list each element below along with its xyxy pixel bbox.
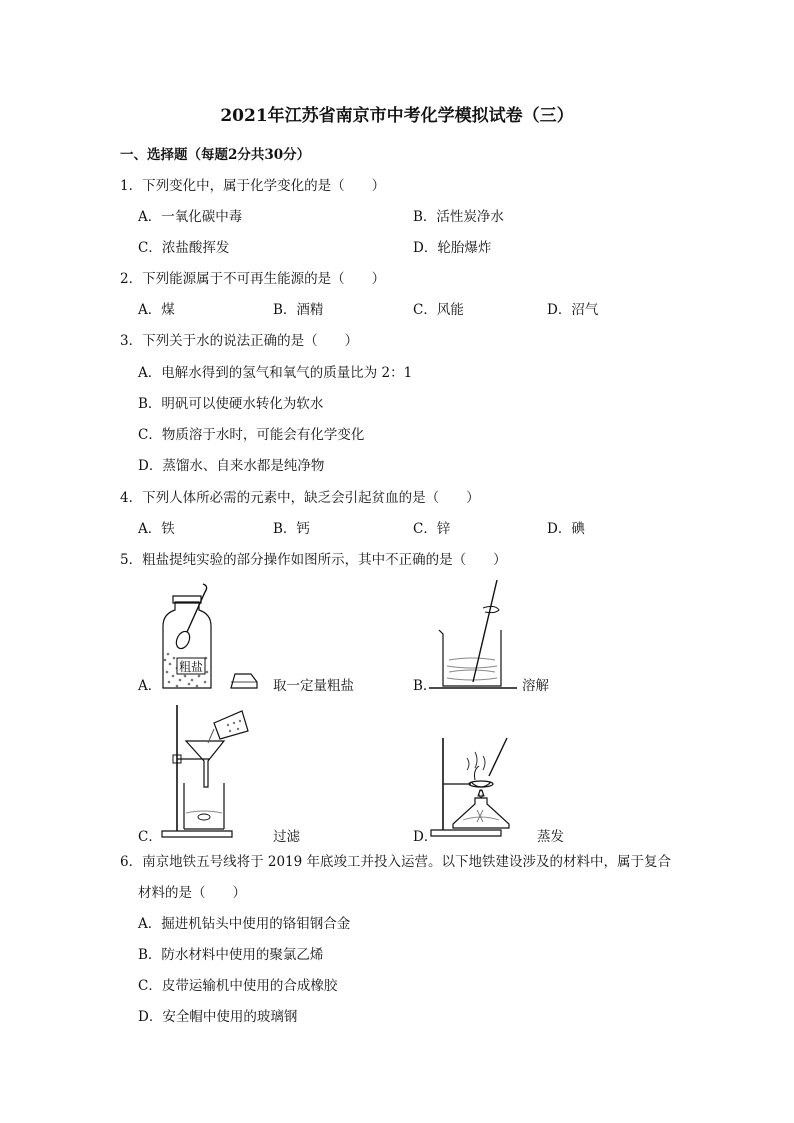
q4-option-a: A．铁 (138, 521, 175, 537)
q2-option-c: C．风能 (413, 302, 464, 318)
q2-stem: 2．下列能源属于不可再生能源的是（ ） (120, 271, 386, 287)
q3-option-b: B．明矾可以使硬水转化为软水 (138, 396, 324, 412)
q5-option-a-caption: 取一定量粗盐 (273, 678, 354, 694)
q4-option-b: B．钙 (273, 521, 310, 537)
q1-option-b: B．活性炭净水 (413, 209, 504, 225)
figure-b-dissolve (425, 578, 525, 693)
q6-option-b: B．防水材料中使用的聚氯乙烯 (138, 947, 324, 963)
q4-option-c: C．锌 (413, 521, 451, 537)
q5-option-c-caption: 过滤 (273, 829, 300, 845)
figure-a-take-salt (155, 582, 275, 694)
q1-option-c: C．浓盐酸挥发 (138, 240, 230, 256)
q5-option-b-caption: 溶解 (522, 678, 549, 694)
q4-option-d: D．碘 (547, 521, 585, 537)
q1-option-d: D．轮胎爆炸 (413, 240, 492, 256)
q6-option-a: A．掘进机钻头中使用的铬钼钢合金 (138, 916, 351, 932)
q6-stem-line1: 6．南京地铁五号线将于 2019 年底竣工并投入运营。以下地铁建设涉及的材料中，属于复合 (120, 854, 672, 870)
figure-c-filter (158, 703, 256, 841)
q2-option-d: D．沼气 (547, 302, 599, 318)
q3-option-a: A．电解水得到的氢气和氧气的质量比为 2：1 (138, 365, 413, 381)
q6-stem-line2: 材料的是（ ） (138, 885, 246, 901)
section-heading: 一、选择题（每题2分共30分） (120, 147, 311, 163)
q3-stem: 3．下列关于水的说法正确的是（ ） (120, 333, 359, 349)
q4-stem: 4．下列人体所必需的元素中，缺乏会引起贫血的是（ ） (120, 490, 480, 506)
q5-option-c-letter: C． (138, 829, 162, 845)
q2-option-b: B．酒精 (273, 302, 324, 318)
q3-option-c: C．物质溶于水时，可能会有化学变化 (138, 427, 365, 443)
q6-option-d: D．安全帽中使用的玻璃钢 (138, 1009, 298, 1025)
page-title: 2021年江苏省南京市中考化学模拟试卷（三） (220, 106, 574, 126)
q5-option-d-caption: 蒸发 (537, 829, 564, 845)
q5-option-a-letter: A． (138, 678, 162, 694)
q6-option-c: C．皮带运输机中使用的合成橡胶 (138, 978, 338, 994)
q1-option-a: A．一氧化碳中毒 (138, 209, 243, 225)
jar-label: 粗盐 (178, 660, 204, 674)
q3-option-d: D．蒸馏水、自来水都是纯净物 (138, 458, 325, 474)
figure-d-evaporate (427, 736, 521, 840)
q5-stem: 5．粗盐提纯实验的部分操作如图所示，其中不正确的是（ ） (120, 552, 507, 568)
q5-option-d-letter: D． (413, 829, 438, 845)
q1-stem: 1．下列变化中，属于化学变化的是（ ） (120, 178, 386, 194)
q5-option-b-letter: B． (413, 678, 437, 694)
q2-option-a: A．煤 (138, 302, 175, 318)
